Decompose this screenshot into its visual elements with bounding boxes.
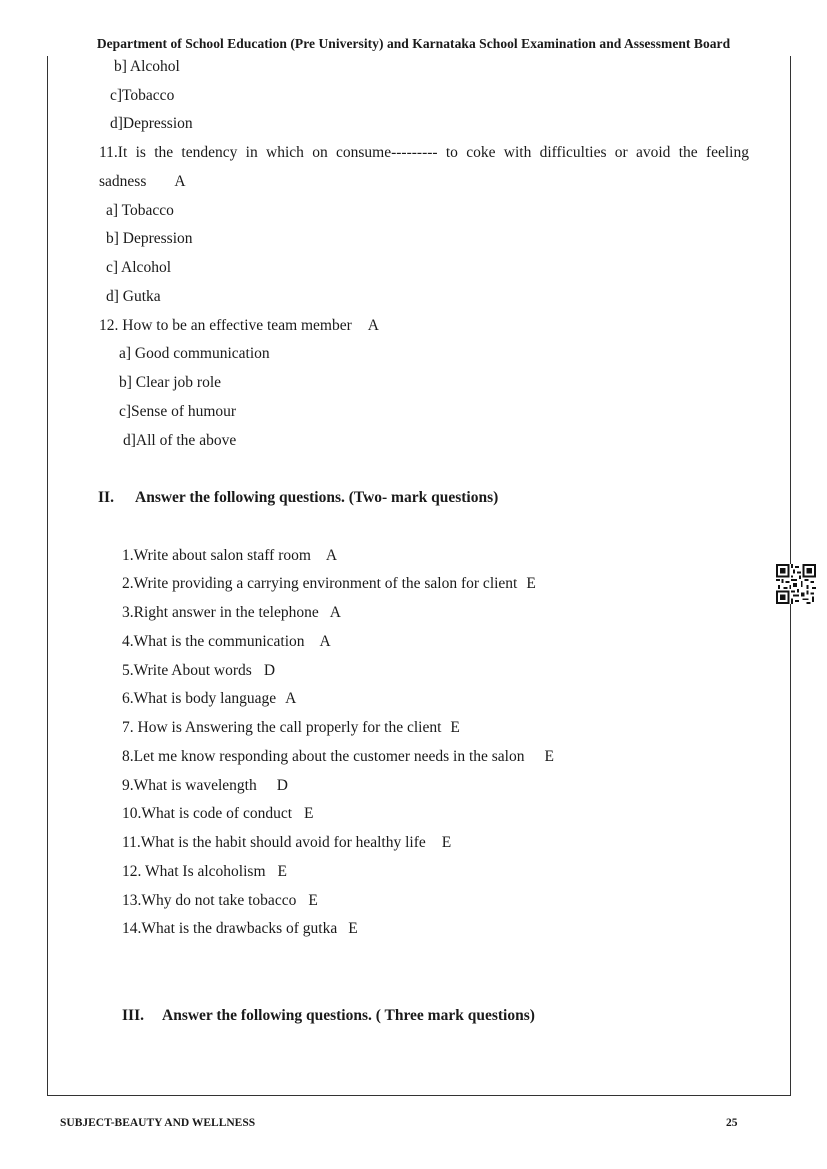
question-12	[99, 316, 379, 336]
section-2-numeral: II.	[98, 489, 114, 506]
list-item: 13.Why do not take tobacco E	[122, 892, 318, 909]
list-item: 1.Write about salon staff room A	[122, 547, 338, 564]
difficulty-level: A	[174, 173, 186, 190]
list-item: 12. What Is alcoholism E	[122, 863, 287, 880]
difficulty-level: E	[526, 575, 536, 592]
list-item: 11.What is the habit should avoid for healthy life E	[122, 834, 452, 851]
difficulty-level: E	[308, 892, 318, 909]
list-item: 8.Let me know responding about the customer needs in the salon E	[122, 748, 554, 765]
difficulty-level: A	[319, 633, 331, 650]
section-3-title: Answer the following questions. ( Three mark questions)	[162, 1007, 535, 1024]
difficulty-level: A	[325, 547, 338, 564]
section-3-heading	[122, 1006, 535, 1026]
difficulty-level: E	[277, 863, 287, 880]
difficulty-level: E	[544, 748, 554, 765]
section-3-numeral: III.	[122, 1007, 144, 1024]
footer-subject: SUBJECT-BEAUTY AND WELLNESS	[60, 1117, 256, 1129]
qr-code-icon	[776, 564, 816, 604]
list-item: 14.What is the drawbacks of gutka E	[122, 920, 358, 937]
difficulty-level: A	[367, 317, 379, 334]
option-line: d]Depression	[110, 115, 193, 132]
option-line: c]Tobacco	[110, 87, 175, 104]
list-item: 6.What is body language A	[122, 690, 297, 707]
option-line: a] Good communication	[119, 345, 270, 362]
difficulty-level: A	[285, 690, 297, 707]
option-line: d]All of the above	[123, 432, 237, 449]
option-line: a] Tobacco	[106, 202, 174, 219]
list-item: 9.What is wavelength D	[122, 777, 288, 794]
question-11-text: 11.It is the tendency in which on consume--------- to coke with difficulties or avoid the feeling	[99, 144, 749, 161]
page-number: 25	[726, 1117, 738, 1129]
option-line: c]Sense of humour	[119, 403, 237, 420]
list-item: 3.Right answer in the telephone A	[122, 604, 341, 621]
question-12-text: 12. How to be an effective team member	[99, 317, 352, 334]
difficulty-level: A	[329, 604, 341, 621]
section-2-title: Answer the following questions. (Two- mark questions)	[135, 489, 499, 506]
list-item: 7. How is Answering the call properly for the client E	[122, 719, 460, 736]
page-header: Department of School Education (Pre University) and Karnataka School Examination and Assessment Board	[96, 36, 731, 51]
option-line: b] Clear job role	[119, 374, 222, 391]
section-2-heading	[98, 488, 498, 508]
list-item: 10.What is code of conduct E	[122, 805, 314, 822]
difficulty-level: E	[450, 719, 460, 736]
option-line: b] Depression	[106, 230, 193, 247]
list-item: 4.What is the communication A	[122, 633, 331, 650]
difficulty-level: D	[263, 662, 276, 679]
list-item: 2.Write providing a carrying environment of the salon for client E	[122, 575, 536, 592]
list-item: 5.Write About words D	[122, 662, 276, 679]
question-11-continuation	[99, 172, 186, 192]
question-11-sadness: sadness	[99, 173, 147, 190]
option-line: d] Gutka	[106, 288, 161, 305]
difficulty-level: D	[276, 777, 288, 794]
option-line: b] Alcohol	[114, 58, 180, 75]
difficulty-level: E	[441, 834, 452, 851]
difficulty-level: E	[348, 920, 358, 937]
option-line: c] Alcohol	[106, 259, 171, 276]
difficulty-level: E	[304, 805, 314, 822]
